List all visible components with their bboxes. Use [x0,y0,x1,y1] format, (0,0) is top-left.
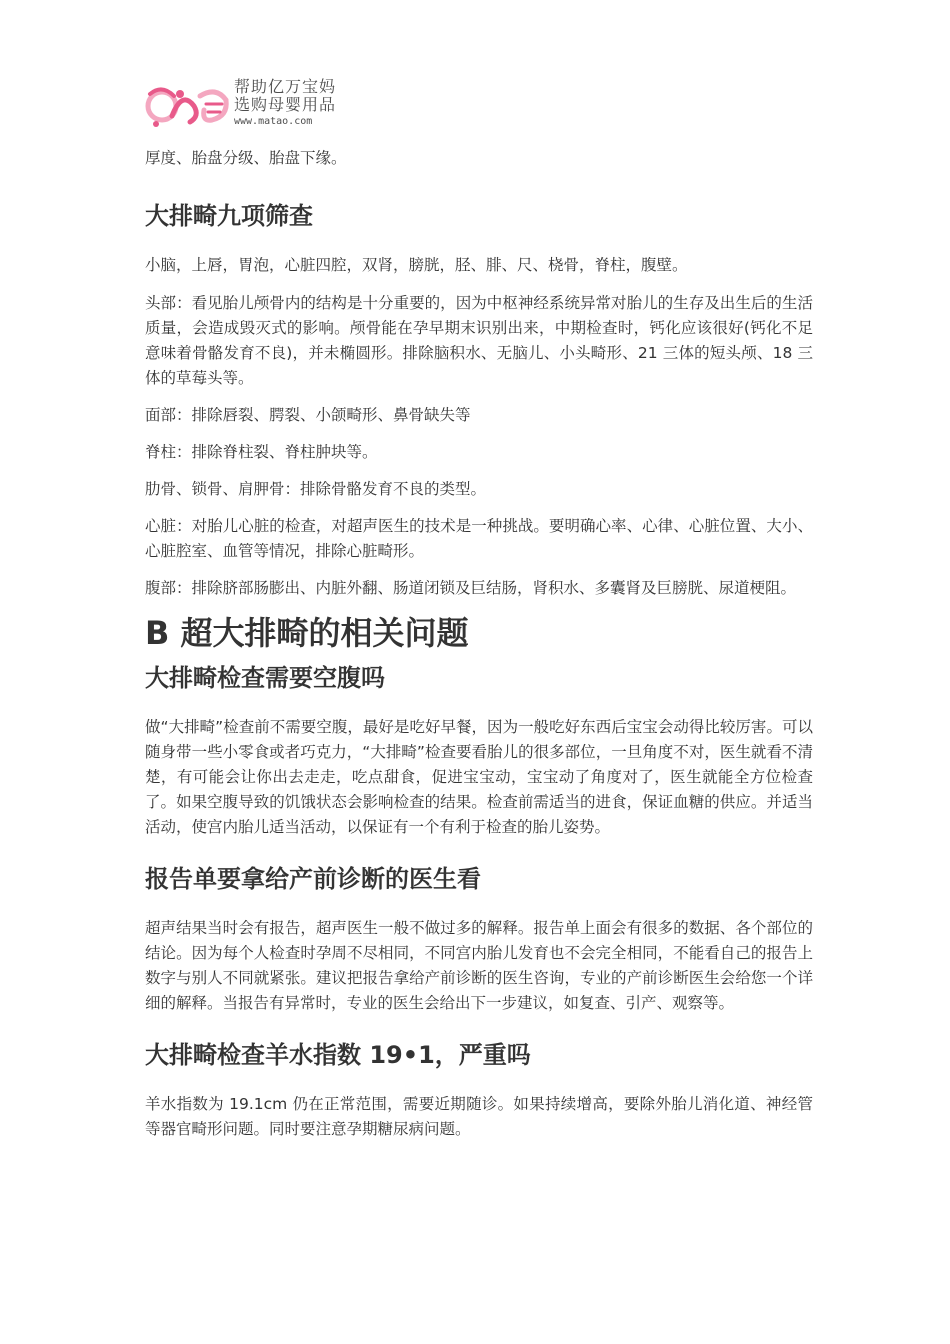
article-body [145,146,813,1142]
slogan-line-2: 选购母婴用品 [234,95,337,114]
qa-question-1: 大排畸检查需要空腹吗 [145,664,385,692]
qa-question-2: 报告单要拿给产前诊断的医生看 [145,865,481,893]
nine-items-list: 小脑，上唇，胃泡，心脏四腔，双肾，膀胱，胫、腓、尺、桡骨，脊柱，腹壁。 [145,256,688,274]
nine-items-heading: 大排畸九项筛查 [145,202,313,230]
item-bones: 肋骨、锁骨、肩胛骨：排除骨骼发育不良的类型。 [145,480,487,498]
item-spine: 脊柱：排除脊柱裂、脊柱肿块等。 [145,443,378,461]
item-face: 面部：排除唇裂、腭裂、小颌畸形、鼻骨缺失等 [145,406,471,424]
slogan-line-1: 帮助亿万宝妈 [234,77,337,96]
logo-slogan [234,78,474,129]
qa-answer-2: 超声结果当时会有报告，超声医生一般不做过多的解释。报告单上面会有很多的数据、各个部位的结论。因为每个人检查时孕周不尽相同，不同宫内胎儿发育也不会完全相同，不能看自己的报告上数字与别人不同就紧张。建议把报告拿给产前诊断的医生咨询，专业的产前诊断医生会给您一个详细的解释。当报告有异常时，专业的医生会给出下一步建议，如复查、引产、观察等。 [145,919,813,1012]
qa-question-3: 大排畸检查羊水指数 19•1，严重吗 [145,1041,531,1069]
qa-answer-3: 羊水指数为 19.1cm 仍在正常范围，需要近期随诊。如果持续增高，要除外胎儿消化道、神经管等器官畸形问题。同时要注意孕期糖尿病问题。 [145,1095,813,1138]
matao-logo [142,76,232,136]
item-heart: 心脏：对胎儿心脏的检查，对超声医生的技术是一种挑战。要明确心率、心律、心脏位置、大小、心脏腔室、血管等情况，排除心脏畸形。 [145,517,813,560]
qa-answer-1: 做“大排畸”检查前不需要空腹，最好是吃好早餐，因为一般吃好东西后宝宝会动得比较厉害。可以随身带一些小零食或者巧克力，“大排畸”检查要看胎儿的很多部位，一旦角度不对，医生就看不清楚，有可能会让你出去走走，吃点甜食，促进宝宝动，宝宝动了角度对了，医生就能全方位检查了。如果空腹导致的饥饿状态会影响检查的结果。检查前需适当的进食，保证血糖的供应。并适当活动，使宫内胎儿适当活动，以保证有一个有利于检查的胎儿姿势。 [145,718,813,836]
intro-tail: 厚度、胎盘分级、胎盘下缘。 [145,149,347,167]
item-head: 头部：看见胎儿颅骨内的结构是十分重要的，因为中枢神经系统异常对胎儿的生存及出生后的生活质量，会造成毁灭式的影响。颅骨能在孕早期末识别出来，中期检查时，钙化应该很好(钙化不足意味着骨骼发育不良)，并未椭圆形。排除脑积水、无脑儿、小头畸形、21 三体的短头颅、18 三体的草莓头等。 [145,294,813,387]
section-b-heading: B 超大排畸的相关问题 [145,614,469,652]
item-abdomen: 腹部：排除脐部肠膨出、内脏外翻、肠道闭锁及巨结肠，肾积水、多囊肾及巨膀胱、尿道梗阻。 [145,579,797,597]
page-header [142,76,482,136]
site-url: www.matao.com [234,116,313,127]
